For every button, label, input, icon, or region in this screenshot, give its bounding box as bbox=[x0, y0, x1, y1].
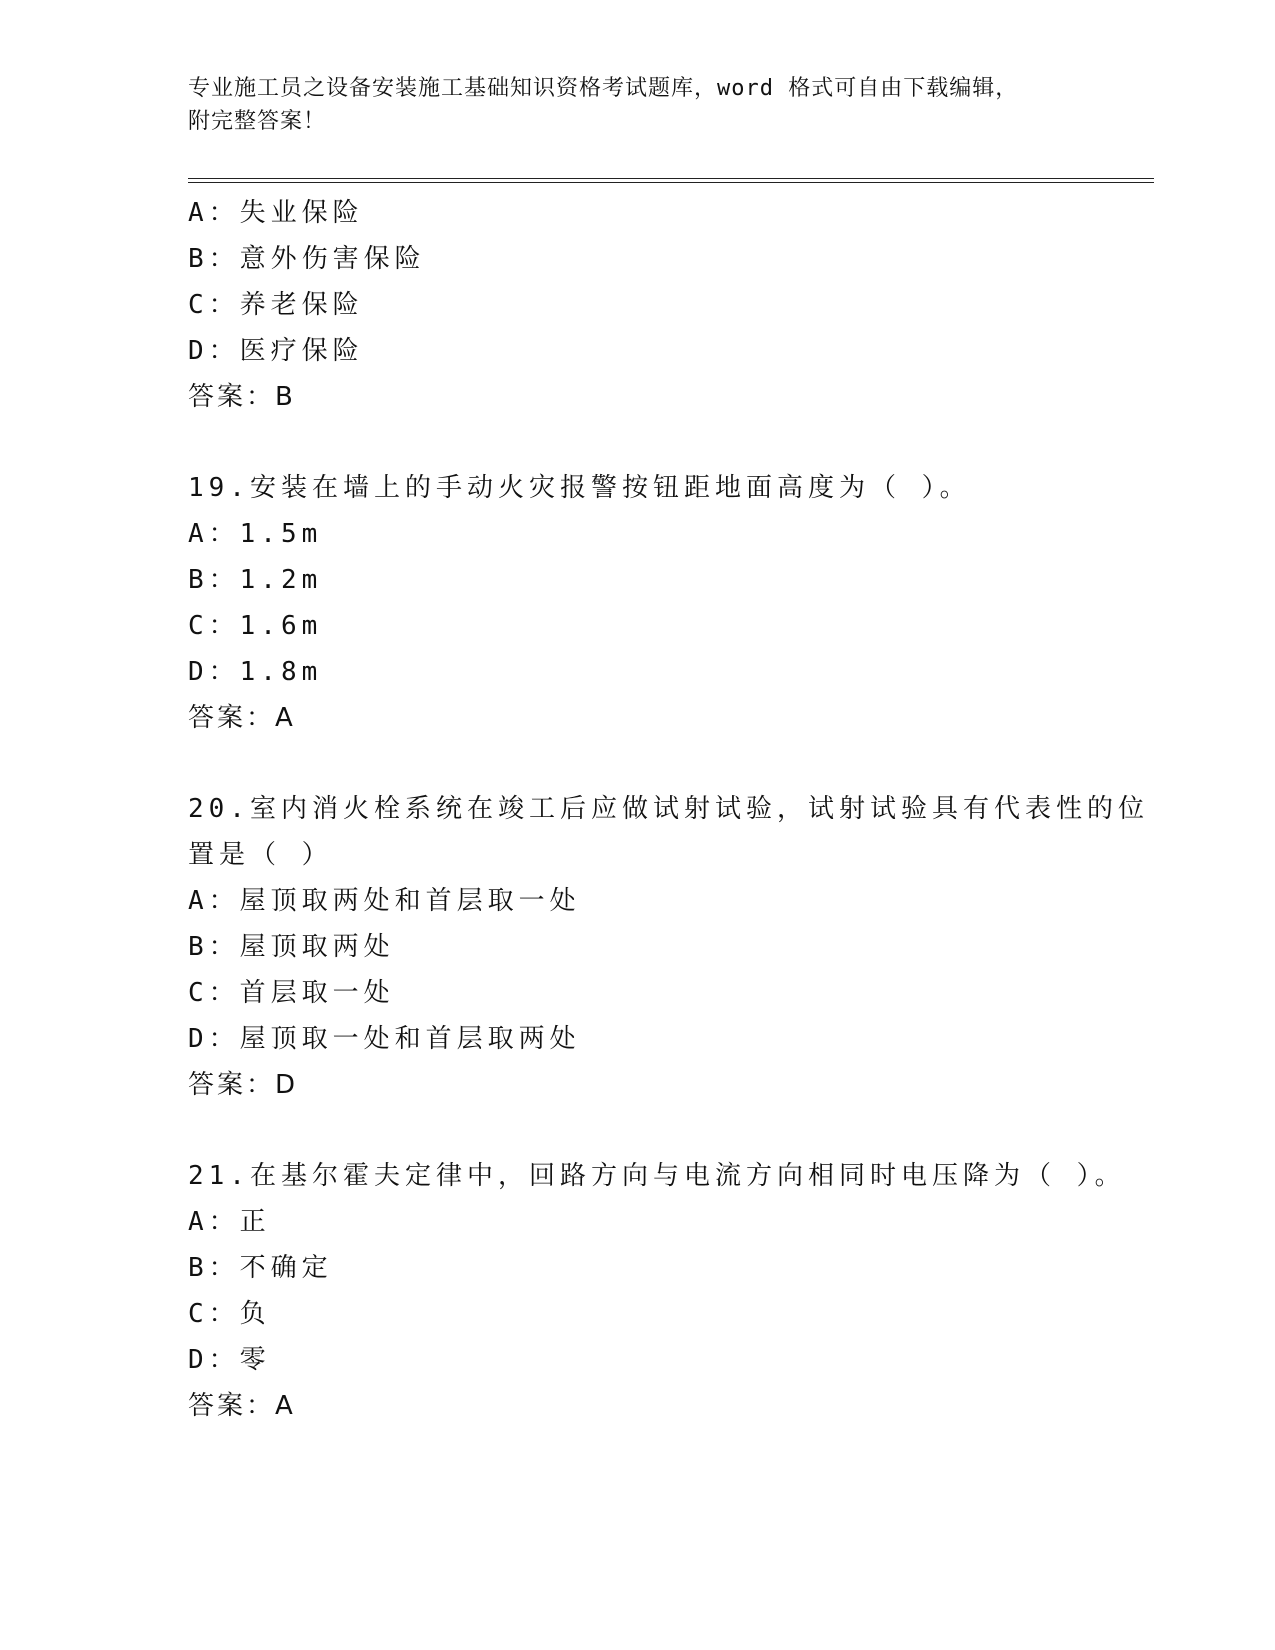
option-a: A：屋顶取两处和首层取一处 bbox=[188, 886, 581, 916]
question-text-line-1: 20.室内消火栓系统在竣工后应做试射试验，试射试验具有代表性的位 bbox=[188, 794, 1149, 824]
option-d: D：零 bbox=[188, 1345, 271, 1375]
answer: 答案：D bbox=[188, 1070, 299, 1100]
option-a: A：正 bbox=[188, 1207, 271, 1237]
option-d: D：医疗保险 bbox=[188, 336, 364, 366]
option-a: A：失业保险 bbox=[188, 198, 364, 228]
option-b: B：不确定 bbox=[188, 1253, 333, 1283]
header-rule-bottom bbox=[188, 182, 1154, 183]
option-c: C：负 bbox=[188, 1299, 271, 1329]
document-header bbox=[188, 72, 1068, 138]
header-rule-top bbox=[188, 178, 1154, 179]
question-text: 19.安装在墙上的手动火灾报警按钮距地面高度为（ ）。 bbox=[188, 473, 971, 503]
question-text-line-2: 置是（ ） bbox=[188, 840, 333, 870]
option-c: C：1.6m bbox=[188, 611, 323, 641]
option-b: B：屋顶取两处 bbox=[188, 932, 395, 962]
answer: 答案：B bbox=[188, 382, 296, 412]
option-d: D：1.8m bbox=[188, 657, 323, 687]
header-line-1: 专业施工员之设备安装施工基础知识资格考试题库，word 格式可自由下载编辑， bbox=[188, 76, 1019, 101]
option-a: A：1.5m bbox=[188, 519, 323, 549]
option-c: C：首层取一处 bbox=[188, 978, 395, 1008]
question-19 bbox=[188, 465, 1088, 741]
option-c: C：养老保险 bbox=[188, 290, 364, 320]
question-20 bbox=[188, 786, 1149, 1108]
option-d: D：屋顶取一处和首层取两处 bbox=[188, 1024, 581, 1054]
answer: 答案：A bbox=[188, 1391, 296, 1421]
question-21 bbox=[188, 1153, 1126, 1429]
header-line-2: 附完整答案！ bbox=[188, 109, 327, 134]
answer: 答案：A bbox=[188, 703, 296, 733]
question-list bbox=[188, 190, 1149, 1429]
option-b: B：意外伤害保险 bbox=[188, 244, 426, 274]
question-text: 21.在基尔霍夫定律中，回路方向与电流方向相同时电压降为（ ）。 bbox=[188, 1161, 1126, 1191]
question-18 bbox=[188, 190, 1088, 420]
option-b: B：1.2m bbox=[188, 565, 323, 595]
